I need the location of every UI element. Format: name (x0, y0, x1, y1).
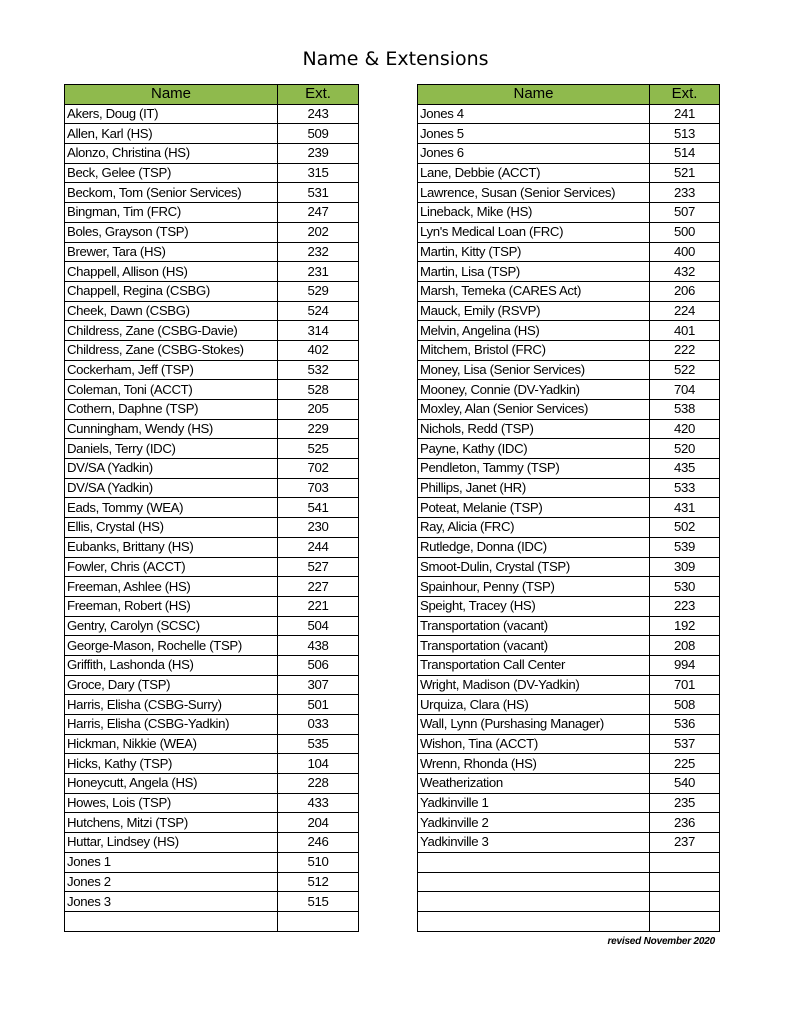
extension-number: 508 (650, 695, 720, 715)
extension-number: 435 (650, 459, 720, 479)
extension-number: 994 (650, 655, 720, 675)
extension-number: 531 (278, 183, 359, 203)
contact-name: Spainhour, Penny (TSP) (418, 577, 650, 597)
contact-name: Hickman, Nikkie (WEA) (65, 734, 278, 754)
contact-name: Ellis, Crystal (HS) (65, 518, 278, 538)
contact-name: Lyn's Medical Loan (FRC) (418, 222, 650, 242)
contact-name: Jones 5 (418, 124, 650, 144)
contact-name: Wright, Madison (DV-Yadkin) (418, 675, 650, 695)
contact-name: Bingman, Tim (FRC) (65, 203, 278, 223)
extension-number: 247 (278, 203, 359, 223)
table-row (65, 655, 359, 675)
contact-name: Yadkinville 3 (418, 833, 650, 853)
contact-name: Weatherization (418, 774, 650, 794)
extension-number: 438 (278, 636, 359, 656)
contact-name: Yadkinville 2 (418, 813, 650, 833)
extension-number: 228 (278, 774, 359, 794)
table-row (65, 537, 359, 557)
table-row (418, 262, 720, 282)
table-row (65, 577, 359, 597)
contact-name: Wrenn, Rhonda (HS) (418, 754, 650, 774)
table-row (65, 892, 359, 912)
table-row (65, 774, 359, 794)
extension-number: 309 (650, 557, 720, 577)
contact-name: Melvin, Angelina (HS) (418, 321, 650, 341)
extension-number: 104 (278, 754, 359, 774)
contact-name (418, 892, 650, 912)
contact-name: Huttar, Lindsey (HS) (65, 833, 278, 853)
extension-number: 701 (650, 675, 720, 695)
table-row (418, 203, 720, 223)
table-row (418, 675, 720, 695)
table-row (418, 596, 720, 616)
extension-number: 314 (278, 321, 359, 341)
extension-number: 532 (278, 360, 359, 380)
extension-number: 540 (650, 774, 720, 794)
table-row (418, 321, 720, 341)
extension-number: 512 (278, 872, 359, 892)
extension-number: 504 (278, 616, 359, 636)
contact-name: Allen, Karl (HS) (65, 124, 278, 144)
extension-number: 229 (278, 419, 359, 439)
extension-number: 507 (650, 203, 720, 223)
contact-name: Harris, Elisha (CSBG-Yadkin) (65, 715, 278, 735)
table-row (418, 301, 720, 321)
table-header-row (418, 85, 720, 105)
extension-number: 530 (650, 577, 720, 597)
table-row (65, 518, 359, 538)
table-row (65, 242, 359, 262)
table-row (65, 793, 359, 813)
extension-number: 237 (650, 833, 720, 853)
table-row (418, 892, 720, 912)
table-row (65, 104, 359, 124)
extension-number: 703 (278, 478, 359, 498)
extension-number: 231 (278, 262, 359, 282)
table-row (65, 301, 359, 321)
table-row (418, 478, 720, 498)
contact-name: Freeman, Ashlee (HS) (65, 577, 278, 597)
page-title: Name & Extensions (302, 48, 489, 70)
table-row (418, 104, 720, 124)
contact-name: Mooney, Connie (DV-Yadkin) (418, 380, 650, 400)
contact-name: Alonzo, Christina (HS) (65, 144, 278, 164)
contact-name: Chappell, Allison (HS) (65, 262, 278, 282)
extension-number: 223 (650, 596, 720, 616)
extension-table-right (417, 84, 720, 932)
table-row (65, 262, 359, 282)
table-row (418, 340, 720, 360)
table-row (65, 400, 359, 420)
extension-number: 524 (278, 301, 359, 321)
ext-column-header: Ext. (650, 85, 720, 105)
extension-number: 225 (650, 754, 720, 774)
contact-name: Beckom, Tom (Senior Services) (65, 183, 278, 203)
table-row (65, 734, 359, 754)
contact-name: Money, Lisa (Senior Services) (418, 360, 650, 380)
extension-number: 202 (278, 222, 359, 242)
contact-name: Eads, Tommy (WEA) (65, 498, 278, 518)
extension-number: 243 (278, 104, 359, 124)
contact-name: Transportation (vacant) (418, 636, 650, 656)
table-row (65, 911, 359, 931)
table-row (418, 616, 720, 636)
contact-name: Mauck, Emily (RSVP) (418, 301, 650, 321)
contact-name: Beck, Gelee (TSP) (65, 163, 278, 183)
contact-name: Cockerham, Jeff (TSP) (65, 360, 278, 380)
extension-number: 241 (650, 104, 720, 124)
table-row (65, 144, 359, 164)
table-row (65, 321, 359, 341)
contact-name: Jones 1 (65, 852, 278, 872)
extension-number: 538 (650, 400, 720, 420)
extension-number: 510 (278, 852, 359, 872)
extension-table-left-body (65, 104, 359, 931)
extension-number: 224 (650, 301, 720, 321)
contact-name: Childress, Zane (CSBG-Davie) (65, 321, 278, 341)
extension-number: 222 (650, 340, 720, 360)
extension-number: 401 (650, 321, 720, 341)
extension-number (650, 892, 720, 912)
table-row (418, 183, 720, 203)
contact-name: Poteat, Melanie (TSP) (418, 498, 650, 518)
table-row (418, 557, 720, 577)
contact-name: Jones 4 (418, 104, 650, 124)
contact-name (418, 852, 650, 872)
extension-table-right-body (418, 104, 720, 931)
extension-number: 506 (278, 655, 359, 675)
extension-number (278, 911, 359, 931)
contact-name: Lineback, Mike (HS) (418, 203, 650, 223)
contact-name: Hicks, Kathy (TSP) (65, 754, 278, 774)
table-row (418, 872, 720, 892)
extension-number: 205 (278, 400, 359, 420)
contact-name: Lawrence, Susan (Senior Services) (418, 183, 650, 203)
name-column-header: Name (418, 85, 650, 105)
extension-number: 704 (650, 380, 720, 400)
extension-number: 514 (650, 144, 720, 164)
contact-name: Groce, Dary (TSP) (65, 675, 278, 695)
contact-name: Brewer, Tara (HS) (65, 242, 278, 262)
contact-name: Coleman, Toni (ACCT) (65, 380, 278, 400)
contact-name: Martin, Lisa (TSP) (418, 262, 650, 282)
extension-number: 522 (650, 360, 720, 380)
table-row (418, 793, 720, 813)
extension-number: 246 (278, 833, 359, 853)
table-row (65, 833, 359, 853)
table-row (65, 163, 359, 183)
contact-name: Pendleton, Tammy (TSP) (418, 459, 650, 479)
contact-name: Phillips, Janet (HR) (418, 478, 650, 498)
contact-name: Akers, Doug (IT) (65, 104, 278, 124)
ext-column-header: Ext. (278, 85, 359, 105)
contact-name: Hutchens, Mitzi (TSP) (65, 813, 278, 833)
extension-number: 527 (278, 557, 359, 577)
table-row (418, 281, 720, 301)
contact-name: Ray, Alicia (FRC) (418, 518, 650, 538)
contact-name: Boles, Grayson (TSP) (65, 222, 278, 242)
extension-number: 400 (650, 242, 720, 262)
table-row (418, 380, 720, 400)
table-row (418, 813, 720, 833)
contact-name: Chappell, Regina (CSBG) (65, 281, 278, 301)
table-row (418, 754, 720, 774)
table-row (65, 596, 359, 616)
extension-number: 541 (278, 498, 359, 518)
table-row (65, 380, 359, 400)
extension-number: 315 (278, 163, 359, 183)
contact-name: Wishon, Tina (ACCT) (418, 734, 650, 754)
table-row (65, 419, 359, 439)
contact-name: Wall, Lynn (Purshasing Manager) (418, 715, 650, 735)
extension-number: 402 (278, 340, 359, 360)
table-row (418, 734, 720, 754)
extension-number (650, 911, 720, 931)
contact-name: Fowler, Chris (ACCT) (65, 557, 278, 577)
table-row (418, 774, 720, 794)
table-row (65, 715, 359, 735)
extension-number: 537 (650, 734, 720, 754)
table-row (418, 852, 720, 872)
extension-table-left (64, 84, 359, 932)
extension-number: 502 (650, 518, 720, 538)
extension-number: 235 (650, 793, 720, 813)
table-row (418, 537, 720, 557)
table-row (65, 616, 359, 636)
table-row (418, 577, 720, 597)
extension-number: 520 (650, 439, 720, 459)
contact-name: Moxley, Alan (Senior Services) (418, 400, 650, 420)
extension-number: 206 (650, 281, 720, 301)
extension-number (650, 872, 720, 892)
table-row (418, 655, 720, 675)
extension-number: 233 (650, 183, 720, 203)
contact-name: Rutledge, Donna (IDC) (418, 537, 650, 557)
table-row (418, 459, 720, 479)
table-row (65, 124, 359, 144)
contact-name: Griffith, Lashonda (HS) (65, 655, 278, 675)
table-row (418, 518, 720, 538)
table-row (65, 478, 359, 498)
table-row (418, 833, 720, 853)
extension-number: 528 (278, 380, 359, 400)
contact-name: Eubanks, Brittany (HS) (65, 537, 278, 557)
extension-number: 221 (278, 596, 359, 616)
extension-number: 420 (650, 419, 720, 439)
table-row (418, 144, 720, 164)
extension-number: 230 (278, 518, 359, 538)
extension-number: 244 (278, 537, 359, 557)
extension-number: 529 (278, 281, 359, 301)
extension-number: 192 (650, 616, 720, 636)
contact-name: Marsh, Temeka (CARES Act) (418, 281, 650, 301)
table-row (418, 163, 720, 183)
contact-name: Nichols, Redd (TSP) (418, 419, 650, 439)
contact-name: Lane, Debbie (ACCT) (418, 163, 650, 183)
table-row (65, 675, 359, 695)
table-row (65, 754, 359, 774)
table-header-row (65, 85, 359, 105)
contact-name: Howes, Lois (TSP) (65, 793, 278, 813)
table-row (418, 911, 720, 931)
contact-name: George-Mason, Rochelle (TSP) (65, 636, 278, 656)
contact-name: Urquiza, Clara (HS) (418, 695, 650, 715)
extension-number: 236 (650, 813, 720, 833)
table-row (65, 183, 359, 203)
table-row (418, 636, 720, 656)
table-row (65, 636, 359, 656)
contact-name: Cheek, Dawn (CSBG) (65, 301, 278, 321)
extension-number: 509 (278, 124, 359, 144)
revision-note: revised November 2020 (607, 936, 715, 947)
extension-number: 239 (278, 144, 359, 164)
table-row (418, 439, 720, 459)
contact-name: Payne, Kathy (IDC) (418, 439, 650, 459)
table-row (418, 360, 720, 380)
contact-name: Jones 3 (65, 892, 278, 912)
extension-number: 432 (650, 262, 720, 282)
contact-name (418, 911, 650, 931)
table-row (418, 124, 720, 144)
table-row (65, 360, 359, 380)
contact-name: Freeman, Robert (HS) (65, 596, 278, 616)
table-row (65, 340, 359, 360)
extension-number: 232 (278, 242, 359, 262)
contact-name: Transportation (vacant) (418, 616, 650, 636)
table-row (418, 222, 720, 242)
table-row (418, 695, 720, 715)
extension-number: 208 (650, 636, 720, 656)
table-row (65, 459, 359, 479)
table-row (65, 439, 359, 459)
extension-number: 513 (650, 124, 720, 144)
name-column-header: Name (65, 85, 278, 105)
contact-name: Transportation Call Center (418, 655, 650, 675)
table-row (65, 203, 359, 223)
extension-number: 535 (278, 734, 359, 754)
extension-number: 307 (278, 675, 359, 695)
extension-number: 433 (278, 793, 359, 813)
contact-name: Harris, Elisha (CSBG-Surry) (65, 695, 278, 715)
contact-name: Martin, Kitty (TSP) (418, 242, 650, 262)
table-row (65, 872, 359, 892)
table-row (65, 852, 359, 872)
extension-number: 033 (278, 715, 359, 735)
extension-number: 533 (650, 478, 720, 498)
extension-number: 227 (278, 577, 359, 597)
table-row (418, 400, 720, 420)
extension-number: 501 (278, 695, 359, 715)
table-row (65, 222, 359, 242)
contact-name: Mitchem, Bristol (FRC) (418, 340, 650, 360)
extension-number: 539 (650, 537, 720, 557)
contact-name: Yadkinville 1 (418, 793, 650, 813)
contact-name: DV/SA (Yadkin) (65, 478, 278, 498)
extension-number: 500 (650, 222, 720, 242)
extension-number: 521 (650, 163, 720, 183)
table-row (418, 498, 720, 518)
contact-name: Speight, Tracey (HS) (418, 596, 650, 616)
contact-name: DV/SA (Yadkin) (65, 459, 278, 479)
table-row (418, 715, 720, 735)
table-row (65, 695, 359, 715)
contact-name: Cothern, Daphne (TSP) (65, 400, 278, 420)
extension-number: 702 (278, 459, 359, 479)
contact-name: Gentry, Carolyn (SCSC) (65, 616, 278, 636)
table-row (418, 419, 720, 439)
table-row (65, 281, 359, 301)
contact-name: Childress, Zane (CSBG-Stokes) (65, 340, 278, 360)
contact-name (65, 911, 278, 931)
contact-name: Honeycutt, Angela (HS) (65, 774, 278, 794)
table-row (65, 557, 359, 577)
contact-name: Jones 6 (418, 144, 650, 164)
extension-number (650, 852, 720, 872)
extension-number: 431 (650, 498, 720, 518)
contact-name: Jones 2 (65, 872, 278, 892)
extension-number: 536 (650, 715, 720, 735)
extension-number: 204 (278, 813, 359, 833)
extension-number: 525 (278, 439, 359, 459)
table-row (418, 242, 720, 262)
extension-number: 515 (278, 892, 359, 912)
table-row (65, 498, 359, 518)
table-row (65, 813, 359, 833)
contact-name: Cunningham, Wendy (HS) (65, 419, 278, 439)
contact-name: Smoot-Dulin, Crystal (TSP) (418, 557, 650, 577)
contact-name: Daniels, Terry (IDC) (65, 439, 278, 459)
contact-name (418, 872, 650, 892)
